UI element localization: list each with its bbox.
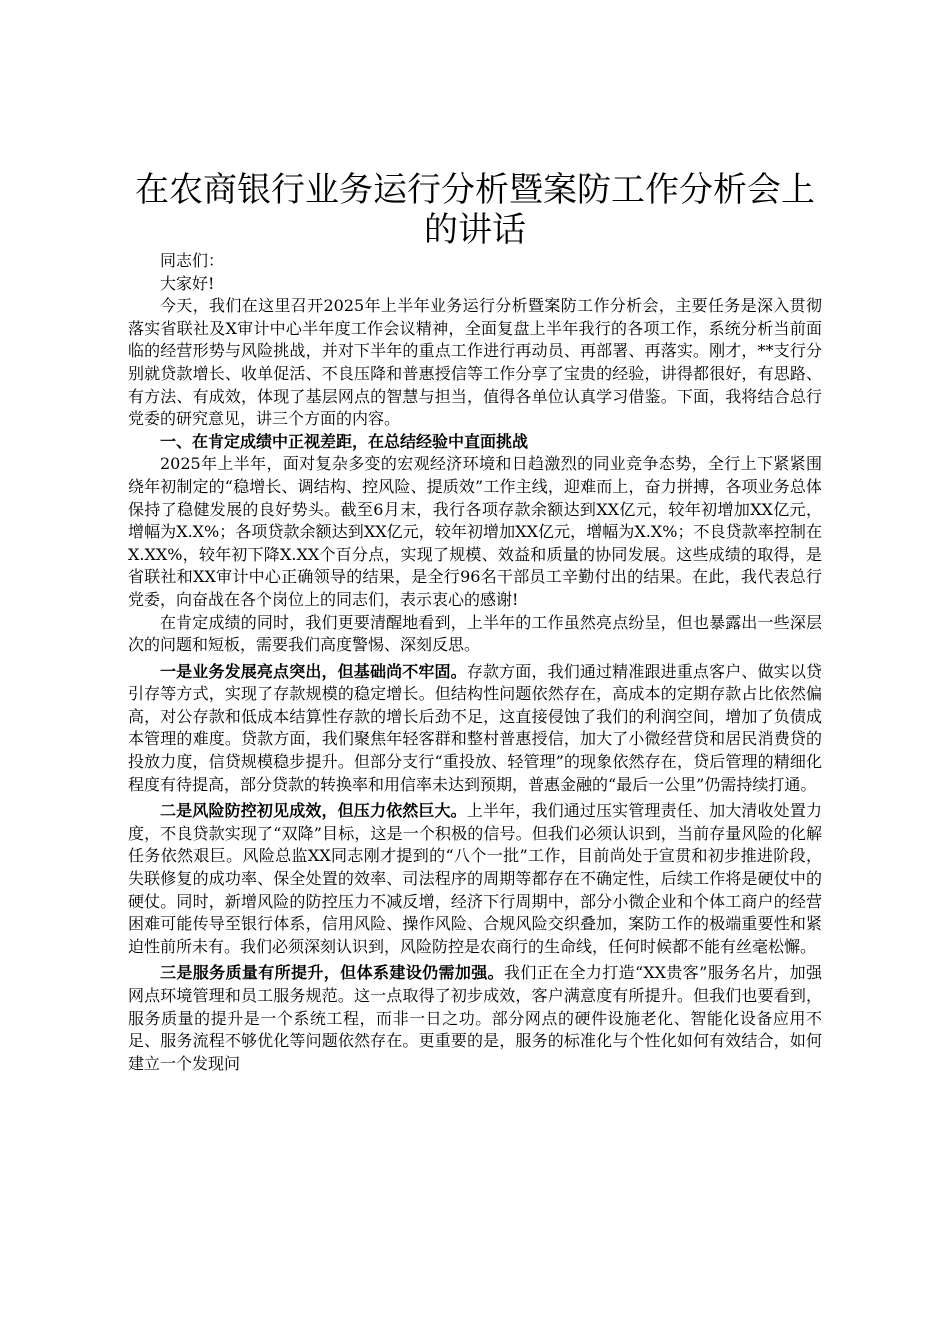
point-1-lead: 一是业务发展亮点突出，但基础尚不牢固。 <box>160 661 467 681</box>
point-1-paragraph <box>128 661 822 797</box>
point-2-lead: 二是风险防控初见成效，但压力依然巨大。 <box>160 801 467 821</box>
title-line-1: 在农商银行业务运行分析暨案防工作分析会上 <box>135 170 815 210</box>
section-1-paragraph-1: 2025年上半年，面对复杂多变的宏观经济环境和日趋激烈的同业竞争态势，全行上下紧紧围绕年初制定的“稳增长、调结构、控风险、提质效”工作主线，迎难而上，奋力拼搏，各项业务总体保持了稳健发展的良好势头。截至6月末，我行各项存款余额达到XX亿元，较年初增加XX亿元，增幅为X.X%；各项贷款余额达到XX亿元，较年初增加XX亿元，增幅为X.X%；不良贷款率控制在X.XX%，较年初下降X.XX个百分点，实现了规模、效益和质量的协同发展。这些成绩的取得，是省联社和XX审计中心正确领导的结果，是全行96名干部员工辛勤付出的结果。在此，我代表总行党委，向奋战在各个岗位上的同志们，表示衷心的感谢! <box>128 454 822 609</box>
section-1-heading: 一、在肯定成绩中正视差距，在总结经验中直面挑战 <box>160 431 529 451</box>
point-3-lead: 三是服务质量有所提升，但体系建设仍需加强。 <box>160 963 504 983</box>
point-3-paragraph <box>128 962 822 1075</box>
point-2-paragraph <box>128 800 822 958</box>
greeting: 大家好! <box>160 273 215 293</box>
intro-paragraph: 今天，我们在这里召开2025年上半年业务运行分析暨案防工作分析会，主要任务是深入贯彻落实省联社及X审计中心半年度工作会议精神，全面复盘上半年我行的各项工作，系统分析当前面临的经营形势与风险挑战，并对下半年的重点工作进行再动员、再部署、再落实。刚才，**支行分别就贷款增长、收单促活、不良压降和普惠授信等工作分享了宝贵的经验，讲得都很好，有思路、有方法、有成效，体现了基层网点的智慧与担当，值得各单位认真学习借鉴。下面，我将结合总行党委的研究意见，讲三个方面的内容。 <box>128 296 822 429</box>
point-2-body: 上半年，我们通过压实管理责任、加大清收处置力度，不良贷款实现了“双降”目标，这是一个积极的信号。但我们必须认识到，当前存量风险的化解任务依然艰巨。风险总监XX同志刚才提到的“八个一批”工作，目前尚处于宣贯和初步推进阶段，失联修复的成功率、保全处置的效率、司法程序的周期等都存在不确定性，后续工作将是硬仗中的硬仗。同时，新增风险的防控压力不减反增，经济下行周期中，部分小微企业和个体工商户的经营困难可能传导至银行体系，信用风险、操作风险、合规风险交织叠加，案防工作的极端重要性和紧迫性前所未有。我们必须深刻认识到，风险防控是农商行的生命线，任何时候都不能有丝毫松懈。 <box>128 801 822 956</box>
salutation: 同志们： <box>160 251 225 270</box>
point-3-body: 我们正在全力打造“XX贵客”服务名片，加强网点环境管理和员工服务规范。这一点取得了初步成效，客户满意度有所提升。但我们也要看到，服务质量的提升是一个系统工程，而非一日之功。部分网点的硬件设施老化、智能化设备应用不足、服务流程不够优化等问题依然存在。更重要的是，服务的标准化与个性化如何有效结合，如何建立一个发现问 <box>128 963 822 1073</box>
section-1-paragraph-2: 在肯定成绩的同时，我们更要清醒地看到，上半年的工作虽然亮点纷呈，但也暴露出一些深层次的问题和短板，需要我们高度警惕、深刻反思。 <box>128 612 822 655</box>
document-title <box>128 170 822 250</box>
document-page <box>128 170 822 1075</box>
title-line-2: 的讲话 <box>424 210 526 250</box>
point-1-body: 存款方面，我们通过精准跟进重点客户、做实以贷引存等方式，实现了存款规模的稳定增长。但结构性问题依然存在，高成本的定期存款占比依然偏高，对公存款和低成本结算性存款的增长后劲不足，这直接侵蚀了我们的利润空间，增加了负债成本管理的难度。贷款方面，我们聚焦年轻客群和整村普惠授信，加大了小微经营贷和居民消费贷的投放力度，信贷规模稳步提升。但部分支行“重投放、轻管理”的现象依然存在，贷后管理的精细化程度有待提高，部分贷款的转换率和用信率未达到预期，普惠金融的“最后一公里”仍需持续打通。 <box>128 661 822 794</box>
